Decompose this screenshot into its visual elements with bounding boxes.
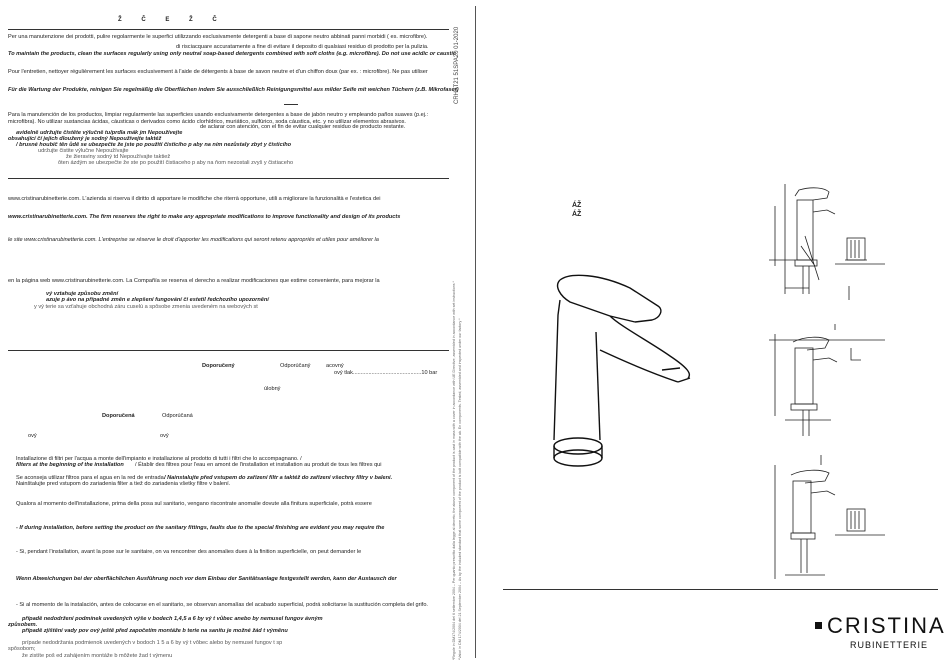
warranty-en: - If during installation, before setting the product on the sanitary fittings, faults due to the special finishing are evident you may require the bbox=[16, 525, 385, 531]
maintenance-it-2: di risciacquare accuratamente a fine di evitare il deposito di qualsiasi residuo di prodotto per la pulizia. bbox=[176, 44, 429, 50]
warranty-it: Qualora al momento dell'installazione, prima della posa sul sanitario, vengano riscontrate anomalie dovute alla finitura superficiale, potrà essere bbox=[16, 501, 372, 507]
modifications-cz-2: azuje p ávo na případné změn e zlepšení fungování či estetil ředchozího upozornění bbox=[46, 297, 269, 303]
modifications-fr: le site www.cristinarubinetterie.com. L'entreprise se réserve le droit d'apporter les modifications qui seront retenu appropriés et utiles pour améliorer la bbox=[8, 237, 379, 243]
modifications-sk: y vý terie sa vzťahuje obchodná záru cuselú a spôsobe zmenia uvedeném na webových st bbox=[34, 304, 258, 310]
brand-subtitle: RUBINETTERIE bbox=[850, 640, 929, 650]
warranty-es: - Si al momento de la instalación, antes de colocarse en el sanitario, se observan anomalías del acabado superficial, podrá solicitarse la sustitución completa del grifo. bbox=[16, 602, 428, 608]
pressure-rec-cz: Doporučený bbox=[202, 363, 235, 369]
pressure-ovy-1: ový bbox=[28, 433, 37, 439]
legal-line-2: *Valori in DM 174/2004 del 21 September 2004 – As by the included standard that some component of the product is bolt compatible with the ab. En components. Tested, assembled and inspected under our factory * bbox=[458, 318, 462, 660]
page-title: Ž Č E Ž Č bbox=[118, 17, 226, 23]
install-en: filters at the beginning of the installation bbox=[16, 462, 124, 468]
maintenance-fr: Pour l'entretien, nettoyer régulièrement les surfaces exclusivement à l'aide de détergents à base de savon neutre et d'un chiffon doux (par ex. : microfibre). Ne pas utiliser bbox=[8, 69, 428, 75]
warranty-sk-2: že zistíte poš ed zahájením montáže b môžete žad t výmenu bbox=[22, 653, 173, 659]
maintenance-sk-2: že žieraviny sodný td Nepoužívajte taktiež bbox=[66, 154, 171, 160]
technical-drawing-2 bbox=[765, 320, 895, 440]
legal-line-1: *Regole in DM174/2004 del 6 settembre 2004 – Per quanto prescritto dalla legge al decreto, the above component of the product is cast in mass with a cover in accordance with UE Directive, assembled in accordance with set instructions * bbox=[452, 281, 456, 660]
document-code: CRHAT21 51SPA20 01-2020 bbox=[454, 26, 460, 104]
maintenance-cz-3: / brusné houbič těn ůdě se ubezpečte že jste po použití čisticího p aby na ním nezůstaly zbyt y čisticího bbox=[16, 142, 292, 148]
product-label-2: ÁŽ bbox=[572, 211, 582, 218]
warranty-cz-1b: způsobem. bbox=[8, 622, 38, 628]
install-sk: Nainštalujte pred vstupom do zariadenia filter a tiež do zariadenia všetky filtre v balení. bbox=[16, 481, 231, 487]
maintenance-cz-1: avidelně udržujte čistěte výlučně tu/prdla mák jm Nepoužívejte bbox=[16, 130, 183, 136]
install-es: Se aconseja utilizar filtros para el agua en la red de entrada. bbox=[16, 475, 166, 481]
divider bbox=[8, 178, 449, 179]
faucet-illustration bbox=[540, 270, 720, 480]
divider bbox=[284, 104, 298, 105]
pressure-rec-sk: Odporúčaný bbox=[280, 363, 311, 369]
brand-name: CRISTINA bbox=[827, 613, 946, 638]
technical-drawing-3 bbox=[765, 455, 895, 590]
warranty-sk-1b: spôsobom; bbox=[8, 646, 36, 652]
pressure-word-2: úlobný bbox=[264, 386, 281, 392]
maintenance-en: To maintain the products, clean the surfaces regularly using only neutral soap-based detergents combined with soft cloths (e.g. microfibre). Do not use acidic or caustic bbox=[8, 51, 456, 57]
maintenance-cz-2: obsahující čí jejich dloužený je sodný Nepoužívejte taktéž bbox=[8, 136, 162, 142]
pressure-ovy-2: ový bbox=[160, 433, 169, 439]
warranty-cz-1: případě nedodržení podmínek uvedených výše v bodech 1,4,5 a 6 by vý t vůbec anebo by nemusel fungov ávným bbox=[22, 616, 323, 622]
divider bbox=[8, 350, 449, 351]
maintenance-de: Für die Wartung der Produkte, reinigen Sie regelmäßig die Oberflächen indem Sie ausschließlich Reinigungsmittel aus milder Seife mit weichen Tüchern (z.B. Mikrofaser) bbox=[8, 87, 459, 93]
maintenance-es: Para la manutención de los productos, limpiar regularmente las superficies usando exclusivamente detergentes a base de jabón neutro y empleando paños suaves (p.ej.: microfibra). No utilizar sustancias ácidas, cáusticas o derivados como ácido clorhídrico, muriático, sulfúrico, soda cáustica, etc. y no utilizar elementos abrasivos. bbox=[8, 112, 429, 125]
warranty-fr: - Si, pendant l'installation, avant la pose sur le sanitaire, on va rencontrer des anomalies dues à la finition superficielle, on peut demander le bbox=[16, 549, 362, 555]
technical-drawing-1 bbox=[765, 176, 895, 306]
install-fr: / Établir des filtres pour l'eau en amont de l'installation et installation au produit de tous les filtres qui bbox=[135, 462, 382, 468]
divider bbox=[503, 589, 938, 590]
modifications-cz-1: vý vztahuje způsobu změní bbox=[46, 291, 119, 297]
column-divider bbox=[475, 6, 476, 658]
maintenance-sk-1: udržujte čistite výlučne Nepoužívajte bbox=[38, 148, 129, 154]
pressure-rec-sk-2: Odporúčaná bbox=[162, 413, 193, 419]
warranty-de: Wenn Abweichungen bei der oberflächlichen Ausführung noch vor dem Einbau der Sanitätsanlage festgestellt werden, kann der Austausch der bbox=[16, 576, 397, 582]
product-label-1: ÁŽ bbox=[572, 202, 582, 209]
maintenance-sk-3: ôten ázdým se ubezpečte že ste po použití čistiaceho p aby na ňom nezostali zvyš y čistiaceho bbox=[58, 160, 294, 166]
modifications-en: www.cristinarubinetterie.com. The firm reserves the right to make any appropriate modifications to improve functionality and design of its products bbox=[8, 214, 401, 220]
logo-mark-icon bbox=[815, 622, 822, 629]
pressure-word: acovný bbox=[326, 363, 344, 369]
install-cz: / Nainstalujte před vstupem do zařízení filtr a taktéž do zařízení všechny filtry v balení. bbox=[164, 475, 393, 481]
install-it: Installazione di filtri per l'acqua a monte dell'impianto e installazione al prodotto di tutti i filtri che lo accompagnano. / bbox=[16, 456, 302, 462]
modifications-it: www.cristinarubinetterie.com. L'azienda si riserva il diritto di apportare le modifiche che riterrà opportune, utili a migliorare la funzionalità e l'estetica dei bbox=[8, 196, 381, 202]
maintenance-it: Per una manutenzione dei prodotti, pulire regolarmente le superfici utilizzando esclusivamente detergenti a base di sapone neutro abbinati panni morbidi ( es. microfibre). bbox=[8, 34, 428, 40]
maintenance-es-2: de aclarar con atención, con el fin de evitar cualquier residuo de producto restante. bbox=[200, 124, 406, 130]
modifications-es: en la página web www.cristinarubinetterie.com. La Compañía se reserva el derecho a realizar modificaciones que estime conveniente, para mejorar la bbox=[8, 278, 380, 284]
divider bbox=[8, 29, 449, 30]
warranty-cz-2: případě zjištění vady pov ový ještě před započetím montáže b terie na sanitu je možné žád t výměnu bbox=[22, 628, 288, 634]
pressure-rec-cz-2: Doporučená bbox=[102, 413, 135, 419]
warranty-sk-1: prípade nedodržania podmienok uvedených v bodoch 1 5 a 6 by vý t vôbec alebo by nemusel fungov t sp bbox=[22, 640, 283, 646]
pressure-line: ový tlak............................................10 bar bbox=[334, 370, 438, 376]
